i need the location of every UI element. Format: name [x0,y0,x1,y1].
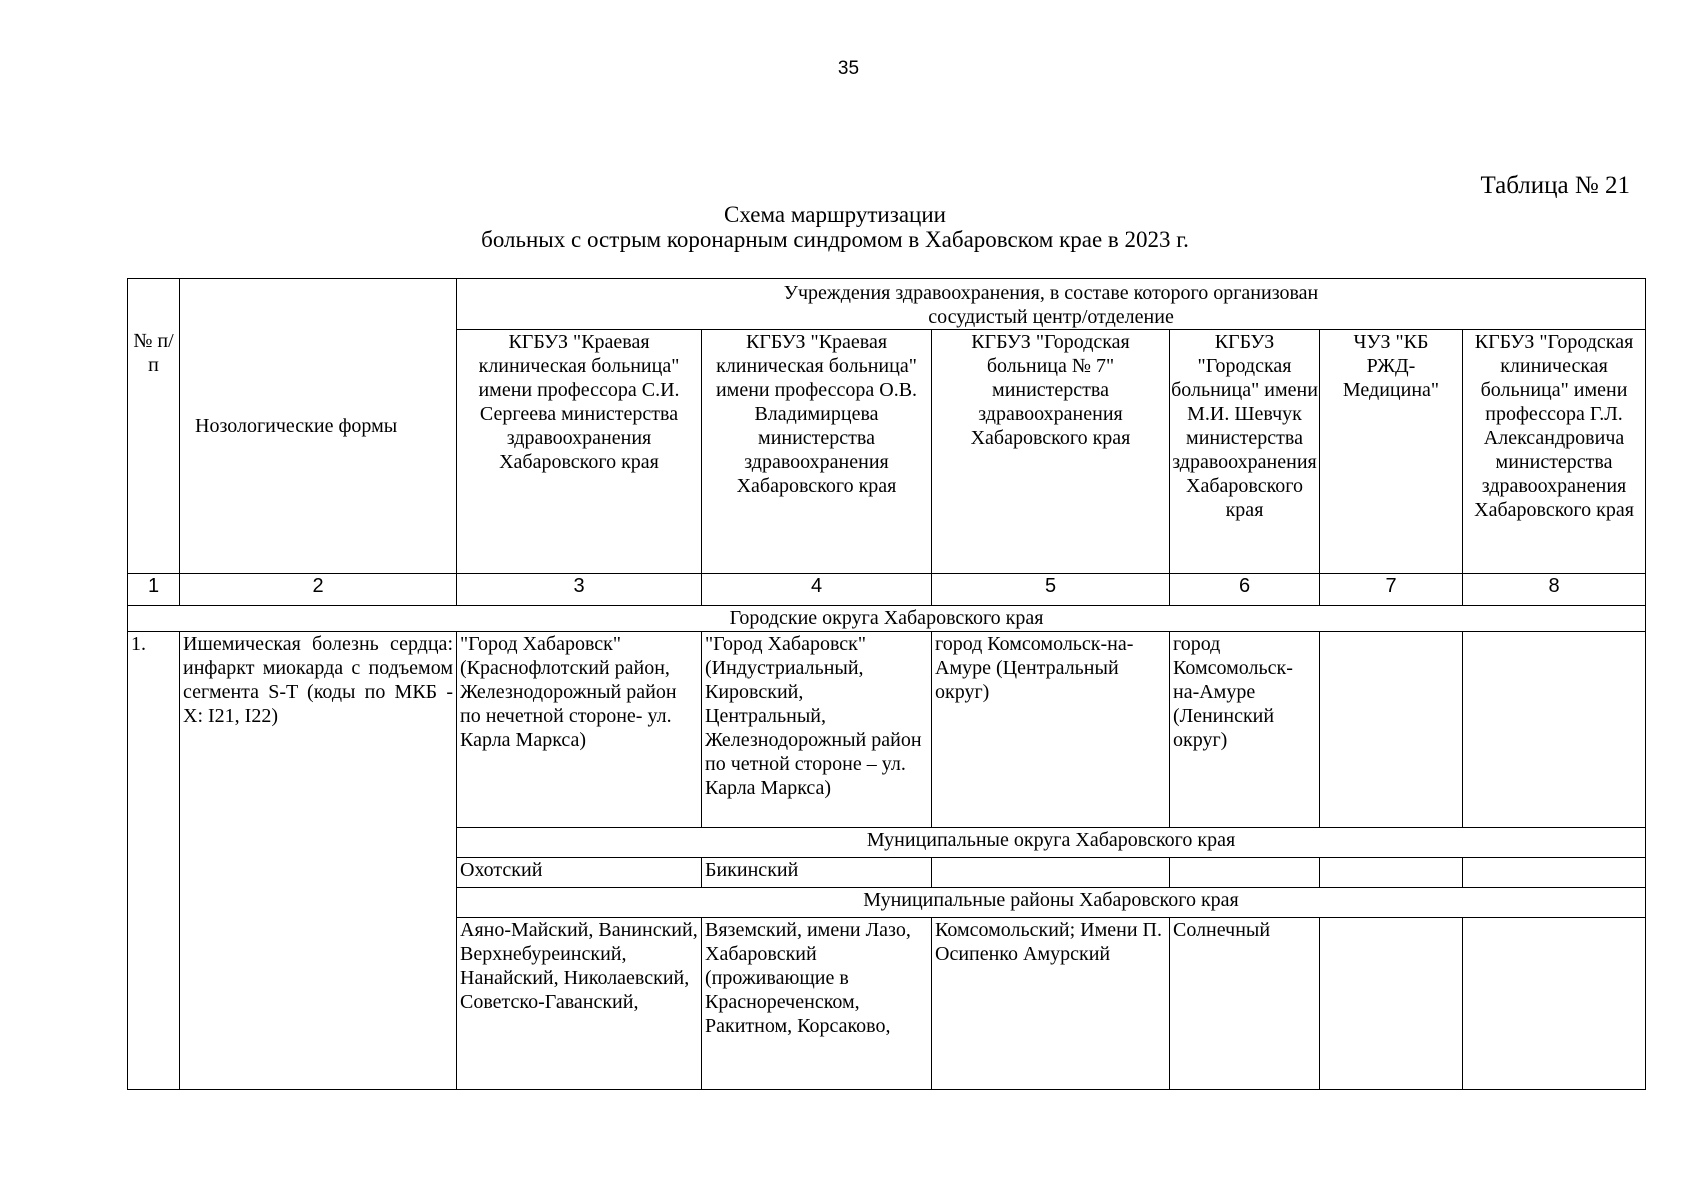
header-col8: КГБУЗ "Городская клиническая больница" имени профессора Г.Л. Александровича министерства здравоохранения Хабаровского края [1463,330,1646,574]
header-col5: КГБУЗ "Городская больница № 7" министерства здравоохранения Хабаровского края [932,330,1170,574]
okrug-col5 [932,858,1170,888]
column-number: 3 [457,574,702,606]
urban-col7 [1320,632,1463,828]
section-urban: Городские округа Хабаровского края [128,606,1646,632]
urban-col6: город Комсомольск-на-Амуре (Ленинский округ) [1170,632,1320,828]
column-number: 4 [702,574,932,606]
rayon-col8 [1463,918,1646,1090]
row-1-urban [128,632,1646,828]
column-number: 2 [180,574,457,606]
column-number: 8 [1463,574,1646,606]
column-number: 6 [1170,574,1320,606]
title-line-1: Схема маршрутизации [724,202,946,227]
routing-table [127,278,1646,1090]
header-col4: КГБУЗ "Краевая клиническая больница" имени профессора О.В. Владимирцева министерства здравоохранения Хабаровского края [702,330,932,574]
rayon-col7 [1320,918,1463,1090]
title-line-2: больных с острым коронарным синдромом в Хабаровском крае в 2023 г. [481,227,1189,252]
section-municipal-rayon: Муниципальные районы Хабаровского края [457,888,1646,918]
section-urban-row [128,606,1646,632]
column-number: 1 [128,574,180,606]
urban-col4: "Город Хабаровск" (Индустриальный, Кировский, Центральный, Железнодорожный район по четной стороне – ул. Карла Маркса) [702,632,932,828]
urban-col5: город Комсомольск-на-Амуре (Центральный округ) [932,632,1170,828]
row-number: 1. [128,632,180,1090]
rayon-col5: Комсомольский; Имени П. Осипенко Амурский [932,918,1170,1090]
document-title [430,202,1240,252]
header-col3: КГБУЗ "Краевая клиническая больница" имени профессора С.И. Сергеева министерства здравоохранения Хабаровского края [457,330,702,574]
okrug-col4: Бикинский [702,858,932,888]
column-number-row [128,574,1646,606]
row-diagnosis: Ишемическая болезнь сердца: инфаркт миокарда с подъемом сегмента S-T (коды по МКБ - X: I21, I22) [180,632,457,1090]
okrug-col7 [1320,858,1463,888]
okrug-col8 [1463,858,1646,888]
header-number: № п/п [128,279,180,574]
urban-col8 [1463,632,1646,828]
rayon-col4: Вяземский, имени Лазо, Хабаровский (проживающие в Краснореченском, Ракитном, Корсаково, [702,918,932,1090]
okrug-col6 [1170,858,1320,888]
section-municipal-okrug: Муниципальные округа Хабаровского края [457,828,1646,858]
rayon-col3: Аяно-Майский, Ванинский, Верхнебуреинский, Нанайский, Николаевский, Советско-Гаванский, [457,918,702,1090]
header-nosology: Нозологические формы [180,279,457,574]
header-group-title: Учреждения здравоохранения, в составе которого организован сосудистый центр/отделение [457,279,1646,330]
header-col6: КГБУЗ "Городская больница" имени М.И. Шевчук министерства здравоохранения Хабаровского края [1170,330,1320,574]
column-number: 7 [1320,574,1463,606]
header-col7: ЧУЗ "КБ РЖД-Медицина" [1320,330,1463,574]
urban-col3: "Город Хабаровск" (Краснофлотский район, Железнодорожный район по нечетной стороне- ул. Карла Маркса) [457,632,702,828]
header-row-1 [128,279,1646,330]
rayon-col6: Солнечный [1170,918,1320,1090]
okrug-col3: Охотский [457,858,702,888]
table-label: Таблица № 21 [1480,172,1630,199]
column-number: 5 [932,574,1170,606]
page-number: 35 [837,58,860,79]
